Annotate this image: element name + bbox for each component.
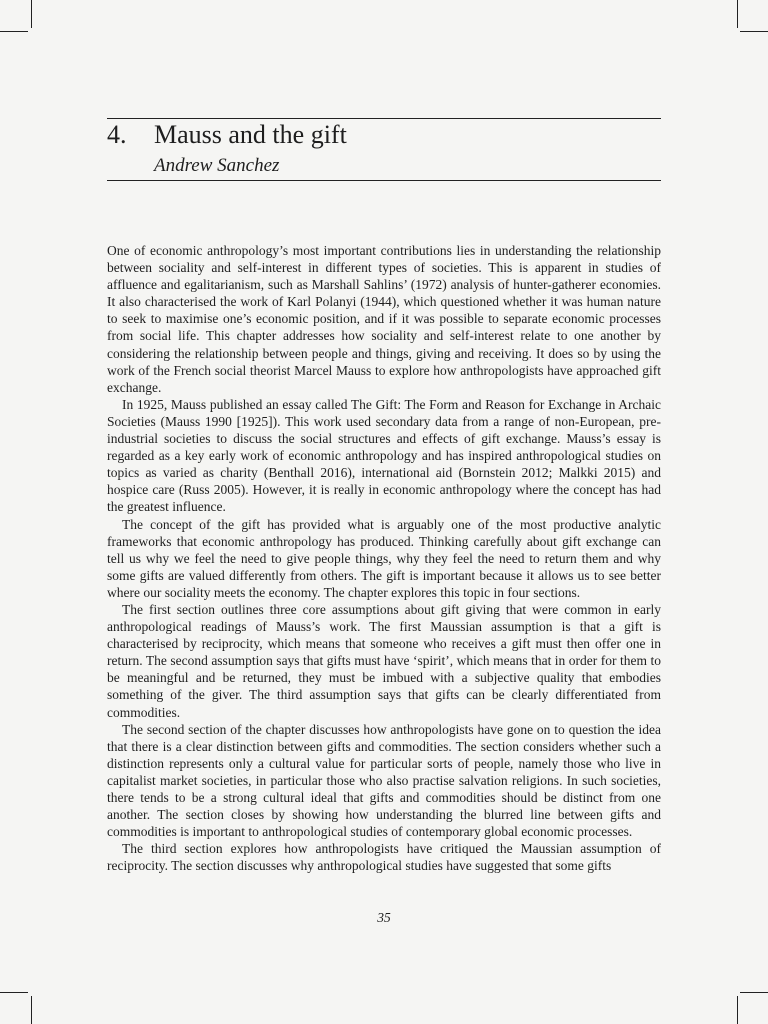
paragraph: One of economic anthropology’s most important contributions lies in understanding the relationship between sociality and self-interest in different types of societies. This is apparent in studies of affluence and egalitarianism, such as Marshall Sahlins’ (1972) analysis of hunter-gatherer economies. It also characterised the work of Karl Polanyi (1944), which questioned whether it was human nature to seek to maximise one’s economic position, and if it was possible to separate economic processes from social life. This chapter addresses how sociality and self-interest relate to one another by considering the relationship between people and things, giving and receiving. It does so by using the work of the French social theorist Marcel Mauss to explore how anthropologists have approached gift exchange. (107, 243, 661, 395)
paragraph: In 1925, Mauss published an essay called The Gift: The Form and Reason for Exchange in Archaic Societies (Mauss 1990 [1925]). This work used secondary data from a range of non-European, pre-industrial societies to discuss the social structures and effects of gift exchange. Mauss’s essay is regarded as a key early work of economic anthropology and has inspired anthropological studies on topics as varied as charity (Benthall 2016), international aid (Bornstein 2012; Malkki 2015) and hospice care (Russ 2005). However, it is really in economic anthropology where the concept has had the greatest influence. (107, 396, 661, 515)
crop-mark-bottom-left-v (31, 996, 32, 1024)
paragraph: The first section outlines three core assumptions about gift giving that were common in early anthropological readings of Mauss’s work. The first Maussian assumption is that a gift is characterised by reciprocity, which means that someone who receives a gift must then offer one in return. The second assumption says that gifts must have ‘spirit’, which means that in order for them to be meaningful and be returned, they must be imbued with a subjective quality that embodies something of the giver. The third assumption says that gifts can be clearly differentiated from commodities. (107, 601, 661, 720)
crop-mark-top-left-v (31, 0, 32, 28)
crop-mark-top-left-h (0, 31, 28, 32)
paragraph: The third section explores how anthropologists have critiqued the Maussian assumption of reciprocity. The section discusses why anthropological studies have suggested that some gifts (107, 841, 661, 874)
header-bottom-rule (107, 180, 661, 181)
crop-mark-bottom-right-h (740, 992, 768, 993)
chapter-body (107, 242, 661, 874)
crop-mark-bottom-left-h (0, 992, 28, 993)
paragraph: The concept of the gift has provided what is arguably one of the most productive analytic frameworks that economic anthropology has produced. Thinking carefully about gift exchange can tell us why we feel the need to give people things, why they feel the need to return them and why some gifts are valued differently from others. The gift is important because it allows us to see better where our sociality meets the economy. The chapter explores this topic in four sections. (107, 516, 661, 600)
paragraph: The second section of the chapter discusses how anthropologists have gone on to question the idea that there is a clear distinction between gifts and commodities. The section considers whether such a distinction represents only a cultural value for particular sorts of people, namely those who live in capitalist market societies, in particular those who also practise salvation religions. In such societies, there tends to be a strong cultural ideal that gifts and commodities should be distinct from one another. The section closes by showing how understanding the blurred line between gifts and commodities is important to anthropological studies of contemporary global economic processes. (107, 721, 661, 840)
chapter-title: Mauss and the gift (154, 120, 347, 149)
chapter-number: 4. (107, 120, 127, 149)
page-number: 35 (377, 910, 391, 925)
chapter-author: Andrew Sanchez (154, 155, 280, 176)
crop-mark-top-right-v (737, 0, 738, 28)
crop-mark-bottom-right-v (737, 996, 738, 1024)
crop-mark-top-right-h (740, 31, 768, 32)
header-top-rule (107, 118, 661, 119)
